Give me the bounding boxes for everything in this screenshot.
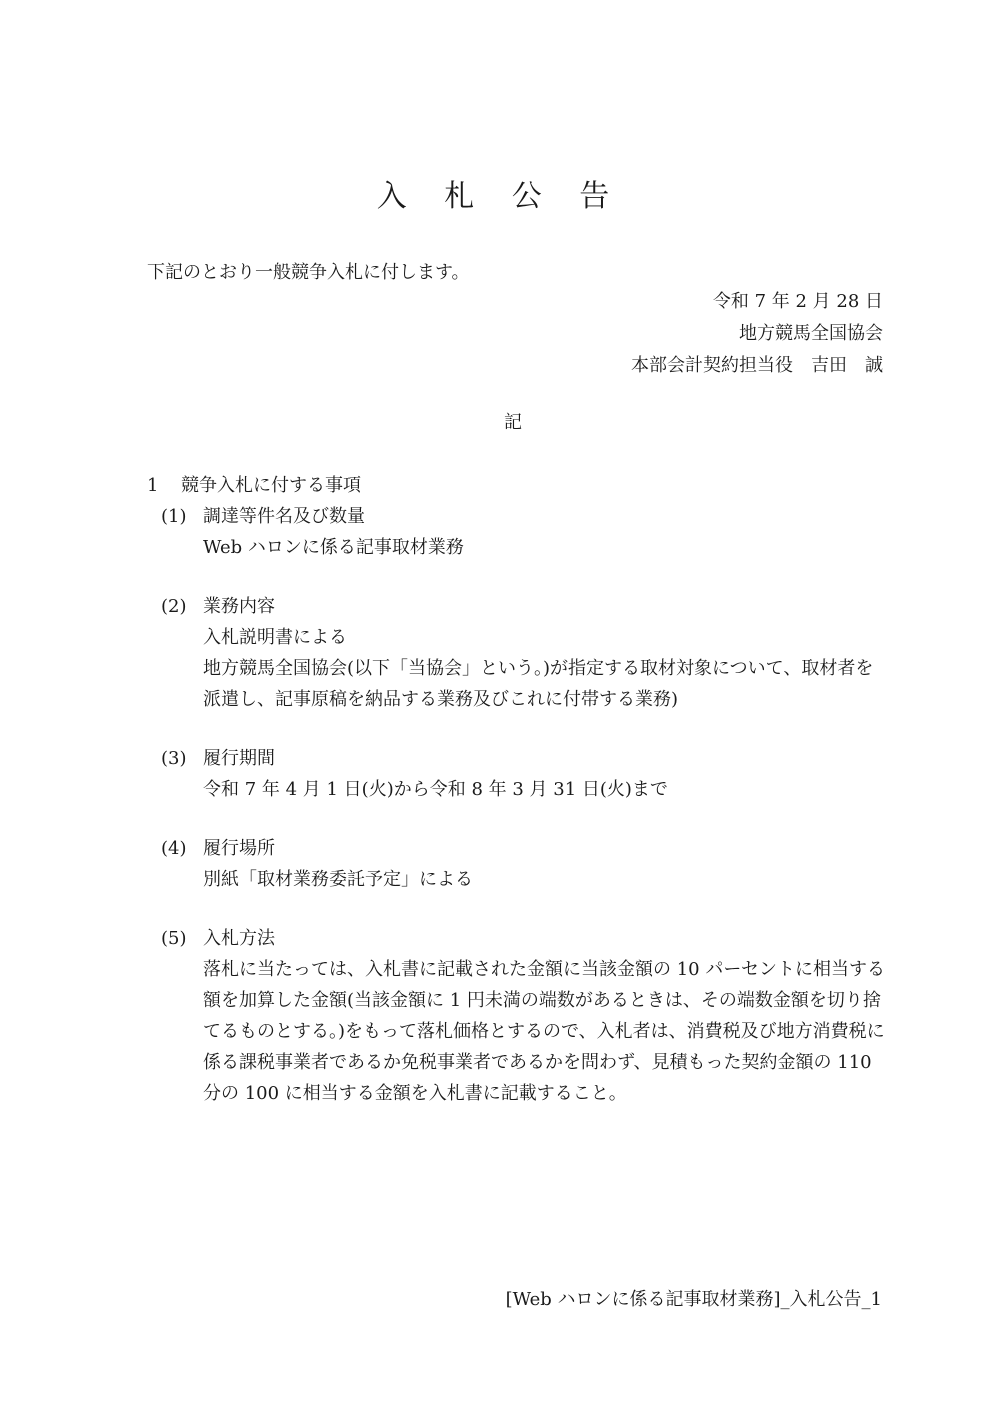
intro-text: 下記のとおり一般競争入札に付します。	[147, 262, 470, 283]
item-number: (5)	[161, 928, 187, 949]
item-5	[147, 923, 887, 1109]
section-1	[147, 470, 887, 1109]
item-number: (1)	[161, 506, 187, 527]
item-4	[147, 833, 887, 895]
item-number: (3)	[161, 748, 187, 769]
issuer-organization: 地方競馬全国協会	[739, 323, 883, 344]
item-text: 別紙「取材業務委託予定」による	[203, 869, 473, 890]
item-1-head	[147, 501, 887, 532]
item-2	[147, 591, 887, 715]
item-text: 落札に当たっては、入札書に記載された金額に当該金額の 10 パーセントに相当する額を加算した金額(当該金額に 1 円未満の端数があるときは、その端数金額を切り捨てるものとする。)をもって落札価格とするので、入札者は、消費税及び地方消費税に係る課税事業者であるか免税事業者であるかを問わず、見積もった契約金額の 110 分の 100 に相当する金額を入札書に記載すること。	[203, 959, 885, 1104]
item-text: 令和 7 年 4 月 1 日(火)から令和 8 年 3 月 31 日(火)まで	[203, 779, 668, 800]
item-3	[147, 743, 887, 805]
item-heading: 入札方法	[203, 928, 275, 949]
item-heading: 調達等件名及び数量	[203, 506, 365, 527]
item-3-head	[147, 743, 887, 774]
item-5-head	[147, 923, 887, 954]
item-heading: 履行期間	[203, 748, 275, 769]
section-1-heading	[147, 470, 887, 501]
item-text: 入札説明書による	[203, 627, 347, 648]
page-footer: [Web ハロンに係る記事取材業務]_入札公告_1	[505, 1289, 882, 1310]
issuer-official: 本部会計契約担当役 吉田 誠	[631, 355, 883, 376]
item-heading: 履行場所	[203, 838, 275, 859]
item-text: 地方競馬全国協会(以下「当協会」という。)が指定する取材対象について、取材者を派遣し、記事原稿を納品する業務及びこれに付帯する業務)	[203, 658, 874, 710]
item-4-body	[147, 864, 887, 895]
issue-date: 令和 7 年 2 月 28 日	[712, 291, 883, 312]
section-title: 競争入札に付する事項	[181, 475, 361, 496]
item-2-body	[147, 622, 887, 715]
item-3-body	[147, 774, 887, 805]
item-number: (4)	[161, 838, 187, 859]
item-1	[147, 501, 887, 563]
item-text: Web ハロンに係る記事取材業務	[203, 537, 464, 558]
item-heading: 業務内容	[203, 596, 275, 617]
item-4-head	[147, 833, 887, 864]
item-number: (2)	[161, 596, 187, 617]
item-2-head	[147, 591, 887, 622]
issuer-block	[631, 286, 883, 382]
document-title: 入 札 公 告	[376, 179, 624, 214]
section-number: 1	[147, 475, 159, 496]
item-5-body	[147, 954, 887, 1109]
ki-heading: 記	[504, 412, 522, 433]
item-1-body	[147, 532, 887, 563]
